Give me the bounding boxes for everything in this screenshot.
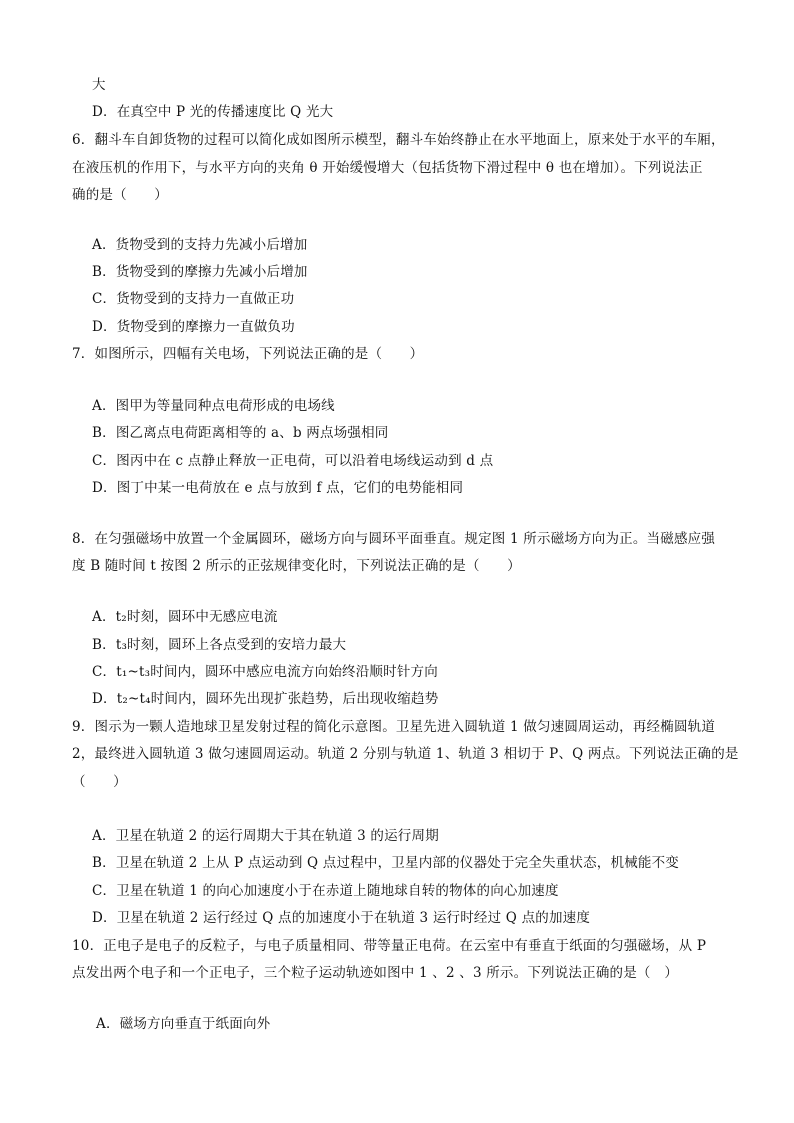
q9-option-b: B．卫星在轨道 2 上从 P 点运动到 Q 点过程中，卫星内部的仪器处于完全失重状态，机械能不变 [92, 855, 680, 871]
q7-option-b: B．图乙离点电荷距离相等的 a、b 两点场强相同 [92, 425, 389, 441]
q8-option-b: B．t₃时刻，圆环上各点受到的安培力最大 [92, 637, 347, 653]
q9-option-d: D．卫星在轨道 2 运行经过 Q 点的加速度小于在轨道 3 运行时经过 Q 点的加速度 [92, 910, 591, 926]
q6-option-b: B．货物受到的摩擦力先减小后增加 [92, 264, 308, 280]
q6-option-a: A．货物受到的支持力先减小后增加 [92, 237, 308, 253]
q8-stem-line-2: 度 B 随时间 t 按图 2 所示的正弦规律变化时，下列说法正确的是（ ） [72, 558, 521, 574]
q5-option-d: D．在真空中 P 光的传播速度比 Q 光大 [92, 104, 334, 120]
q6-option-c: C．货物受到的支持力一直做正功 [92, 291, 295, 307]
q6-stem-line-3: 确的是（ ） [72, 187, 168, 203]
q6-stem-line-2: 在液压机的作用下，与水平方向的夹角 θ 开始缓慢增大（包括货物下滑过程中 θ 也在增加）。下列说法正 [72, 160, 703, 176]
q9-stem-line-2: 2，最终进入圆轨道 3 做匀速圆周运动。轨道 2 分别与轨道 1、轨道 3 相切于 P、Q 两点。下列说法正确的是 [72, 746, 739, 762]
q10-option-a: A．磁场方向垂直于纸面向外 [96, 1016, 271, 1032]
q7-option-a: A．图甲为等量同种点电荷形成的电场线 [92, 398, 335, 414]
q8-option-a: A．t₂时刻，圆环中无感应电流 [92, 609, 278, 625]
q6-option-d: D．货物受到的摩擦力一直做负功 [92, 319, 295, 335]
q9-stem-line-3: （ ） [72, 774, 127, 790]
q9-stem-line-1: 9．图示为一颗人造地球卫星发射过程的简化示意图。卫星先进入圆轨道 1 做匀速圆周运动，再经椭圆轨道 [72, 719, 716, 735]
q5-option-c-continuation: 大 [92, 77, 106, 93]
q6-stem-line-1: 6．翻斗车自卸货物的过程可以简化成如图所示模型，翻斗车始终静止在水平地面上，原来处于水平的车厢， [72, 132, 725, 148]
q8-option-c: C．t₁~t₃时间内，圆环中感应电流方向始终沿顺时针方向 [92, 664, 438, 680]
q8-stem-line-1: 8．在匀强磁场中放置一个金属圆环，磁场方向与圆环平面垂直。规定图 1 所示磁场方向为正。当磁感应强 [72, 531, 716, 547]
q8-option-d: D．t₂~t₄时间内，圆环先出现扩张趋势，后出现收缩趋势 [92, 691, 439, 707]
q7-stem-line-1: 7．如图所示，四幅有关电场，下列说法正确的是（ ） [72, 346, 424, 362]
q10-stem-line-2: 点发出两个电子和一个正电子，三个粒子运动轨迹如图中 1 、2 、3 所示。下列说法正确的是（ ） [72, 965, 679, 981]
q10-stem-line-1: 10．正电子是电子的反粒子，与电子质量相同、带等量正电荷。在云室中有垂直于纸面的匀强磁场，从 P [72, 938, 707, 954]
q9-option-c: C．卫星在轨道 1 的向心加速度小于在赤道上随地球自转的物体的向心加速度 [92, 883, 559, 899]
q9-option-a: A．卫星在轨道 2 的运行周期大于其在轨道 3 的运行周期 [92, 828, 439, 844]
q7-option-c: C．图丙中在 c 点静止释放一正电荷，可以沿着电场线运动到 d 点 [92, 453, 494, 469]
q7-option-d: D．图丁中某一电荷放在 e 点与放到 f 点，它们的电势能相同 [92, 480, 464, 496]
